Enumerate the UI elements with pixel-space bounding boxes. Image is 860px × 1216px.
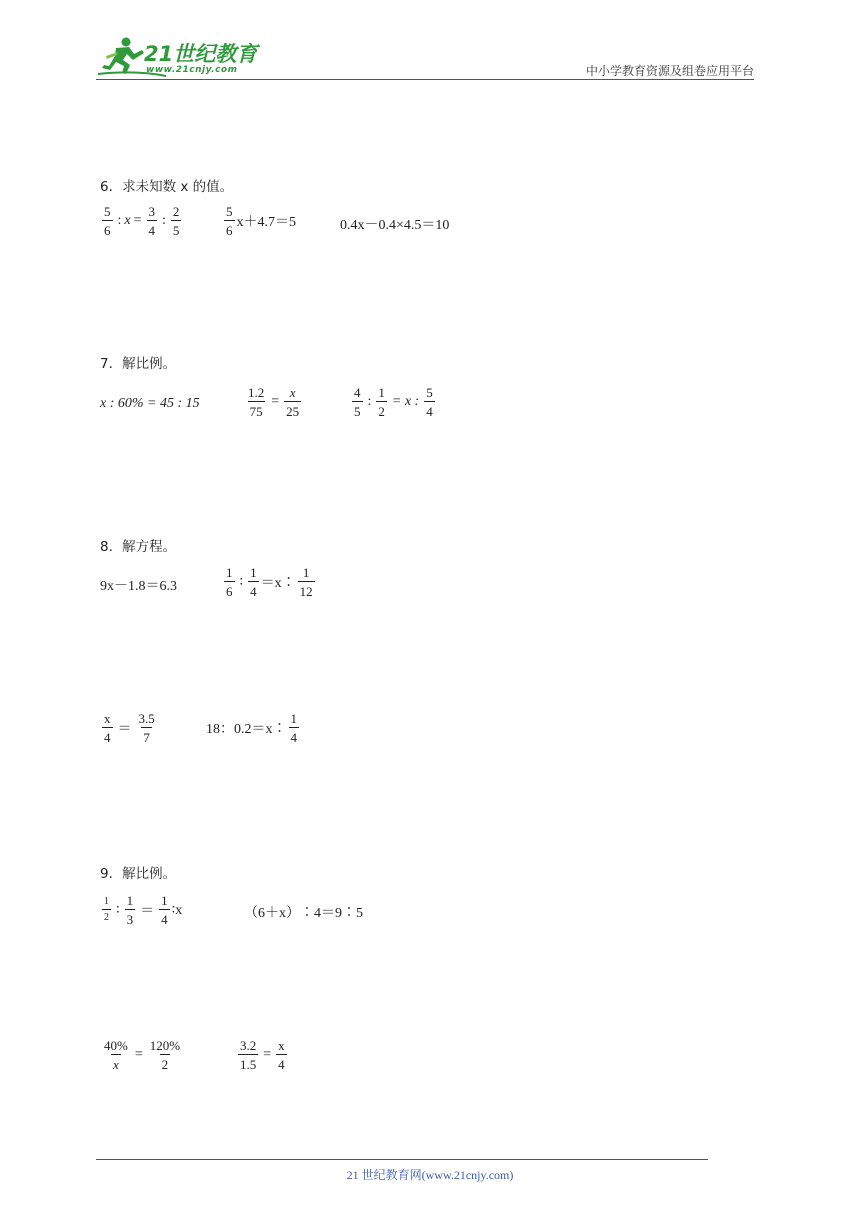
fraction: $\frac{1}{3}$ — [126, 893, 134, 927]
fraction: $\frac{3}{4}$ — [148, 204, 156, 238]
fraction: $\frac{x}{4}$ — [104, 711, 111, 745]
fraction: $\frac{x}{25}$ — [286, 385, 300, 419]
header-divider — [96, 79, 754, 80]
q7-equation-2: $\frac{1.2}{75}$ = $\frac{x}{25}$ — [248, 385, 300, 419]
fraction: $\frac{5}{6}$ — [226, 204, 233, 238]
fraction: $\frac{1}{4}$ — [250, 565, 257, 599]
question-9-title: 9．解比例。 — [100, 866, 177, 882]
q9-equation-2: （6＋x）∶4＝9∶5 — [244, 906, 363, 921]
fraction: $\frac{3.2}{1.5}$ — [240, 1038, 257, 1072]
fraction: $\frac{1}{4}$ — [290, 711, 297, 745]
q7-equation-3: $\frac{4}{5}$ : $\frac{1}{2}$ = x : $\frac{5}{4}$ — [354, 385, 433, 419]
fraction: $\frac{5}{6}$ — [104, 204, 111, 238]
fraction: $\frac{4}{5}$ — [354, 385, 361, 419]
logo-title: 21世纪教育 — [144, 42, 258, 66]
fraction: $\frac{1}{4}$ — [161, 893, 168, 927]
footer-link[interactable]: 21 世纪教育网(www.21cnjy.com) — [346, 1168, 514, 1182]
q9-equation-3: $\frac{40\%}{x}$ = $\frac{120\%}{2}$ — [104, 1038, 181, 1072]
q8-equation-3: $\frac{x}{4}$ ＝ $\frac{3.5}{7}$ — [104, 711, 155, 745]
fraction: $\frac{1}{2}$ — [104, 896, 109, 923]
question-6-title: 6．求未知数 x 的值。 — [100, 179, 234, 195]
q8-equation-1: 9x－1.8＝6.3 — [100, 579, 177, 594]
fraction: $\frac{x}{4}$ — [278, 1038, 285, 1072]
fraction: $\frac{2}{5}$ — [172, 204, 180, 238]
fraction: $\frac{1}{2}$ — [378, 385, 385, 419]
fraction: $\frac{120\%}{2}$ — [149, 1038, 181, 1072]
q6-equation-2: $\frac{5}{6}$ x＋4.7＝5 — [226, 204, 296, 238]
q6-equation-3: 0.4x－0.4×4.5＝10 — [340, 218, 450, 233]
fraction: $\frac{40\%}{x}$ — [104, 1038, 128, 1072]
q9-equation-4: $\frac{3.2}{1.5}$ = $\frac{x}{4}$ — [240, 1038, 285, 1072]
question-8-title: 8．解方程。 — [100, 539, 177, 555]
q6-equation-1: $\frac{5}{6}$ : x = $\frac{3}{4}$ : $\frac{2}{5}$ — [104, 204, 180, 238]
fraction: $\frac{1}{6}$ — [226, 565, 233, 599]
fraction: $\frac{3.5}{7}$ — [138, 711, 155, 745]
q9-equation-1: $\frac{1}{2}$ ∶ $\frac{1}{3}$ ＝ $\frac{1}{4}$ ∶x — [104, 893, 183, 927]
fraction: $\frac{1.2}{75}$ — [248, 385, 265, 419]
q8-equation-4: 18：0.2＝x∶ $\frac{1}{4}$ — [206, 711, 297, 745]
q8-equation-2: $\frac{1}{6}$ ∶ $\frac{1}{4}$ ＝x∶ $\frac{1}{12}$ — [226, 565, 313, 599]
logo-url: www.21cnjy.com — [146, 65, 238, 75]
q7-equation-1: x : 60% = 45 : 15 — [100, 396, 200, 411]
fraction: $\frac{1}{12}$ — [299, 565, 313, 599]
question-7-title: 7．解比例。 — [100, 356, 177, 372]
site-logo — [96, 34, 266, 78]
footer-divider — [96, 1159, 708, 1160]
fraction: $\frac{5}{4}$ — [426, 385, 433, 419]
platform-slogan: 中小学教育资源及组卷应用平台 — [585, 64, 754, 78]
